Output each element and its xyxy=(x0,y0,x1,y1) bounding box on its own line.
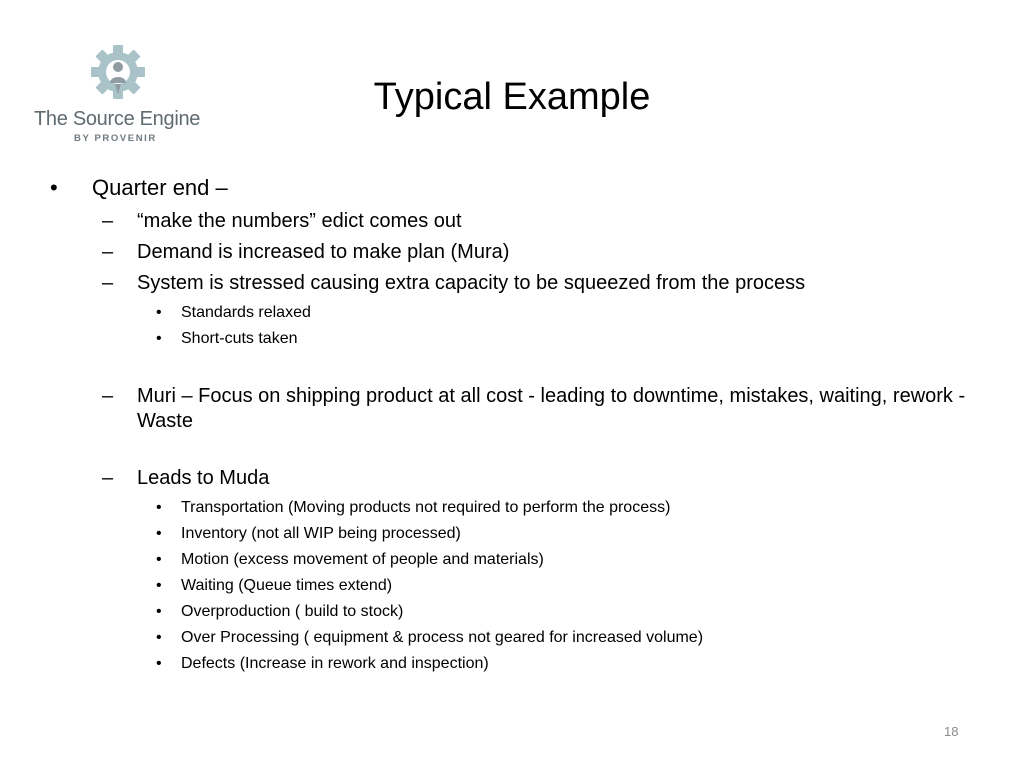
muda-item-text: Waiting (Queue times extend) xyxy=(181,577,393,594)
bullet-quarter-end xyxy=(50,172,970,203)
dash-marker: – xyxy=(102,385,114,407)
sub-bullet-muri xyxy=(50,384,970,434)
sub-sub-bullet-standards xyxy=(50,300,970,326)
bullet-marker: • xyxy=(156,551,162,568)
sub-bullet-demand xyxy=(50,240,970,265)
bullet-marker: • xyxy=(156,603,162,620)
dash-marker: – xyxy=(102,272,114,294)
page-number: 18 xyxy=(944,724,959,739)
muda-item-text: Transportation (Moving products not required to perform the process) xyxy=(181,499,671,516)
bullet-marker: • xyxy=(156,629,162,646)
bullet-marker: • xyxy=(156,499,162,516)
muda-item-transportation xyxy=(50,495,970,521)
muda-item-text: Defects (Increase in rework and inspection) xyxy=(181,655,489,672)
muda-item-waiting xyxy=(50,573,970,599)
sub-bullet-text: Demand is increased to make plan (Mura) xyxy=(137,241,510,263)
bullet-marker: • xyxy=(156,577,162,594)
bullet-marker: • xyxy=(156,330,162,347)
sub-bullet-text: System is stressed causing extra capacity to be squeezed from the process xyxy=(137,272,806,294)
dash-marker: – xyxy=(102,210,114,232)
dash-marker: – xyxy=(102,241,114,263)
muda-item-motion xyxy=(50,547,970,573)
bullet-text: Quarter end – xyxy=(92,175,228,200)
sub-sub-bullet-text: Standards relaxed xyxy=(181,304,311,321)
slide-body xyxy=(50,172,970,677)
dash-marker: – xyxy=(102,467,114,489)
bullet-marker: • xyxy=(50,175,58,200)
bullet-marker: • xyxy=(156,655,162,672)
sub-bullet-text: Leads to Muda xyxy=(137,467,270,489)
sub-sub-bullet-text: Short-cuts taken xyxy=(181,330,298,347)
logo-name: The Source Engine xyxy=(34,108,201,130)
muda-item-overproduction xyxy=(50,599,970,625)
sub-bullet-system-stressed xyxy=(50,271,970,296)
sub-bullet-muda xyxy=(50,466,970,491)
bullet-marker: • xyxy=(156,525,162,542)
muda-item-text: Inventory (not all WIP being processed) xyxy=(181,525,461,542)
muda-item-over-processing xyxy=(50,625,970,651)
sub-bullet-text: Muri – Focus on shipping product at all cost - leading to downtime, mistakes, waiting, rework - Waste xyxy=(137,385,966,432)
muda-item-inventory xyxy=(50,521,970,547)
sub-bullet-make-numbers xyxy=(50,209,970,234)
sub-bullet-text: “make the numbers” edict comes out xyxy=(137,210,462,232)
muda-item-text: Motion (excess movement of people and materials) xyxy=(181,551,544,568)
bullet-marker: • xyxy=(156,304,162,321)
muda-item-text: Over Processing ( equipment & process not geared for increased volume) xyxy=(181,629,704,646)
muda-item-text: Overproduction ( build to stock) xyxy=(181,603,404,620)
logo-tagline: BY PROVENIR xyxy=(74,133,157,144)
sub-sub-bullet-shortcuts xyxy=(50,326,970,352)
slide-title: Typical Example xyxy=(373,76,651,118)
muda-item-defects xyxy=(50,651,970,677)
